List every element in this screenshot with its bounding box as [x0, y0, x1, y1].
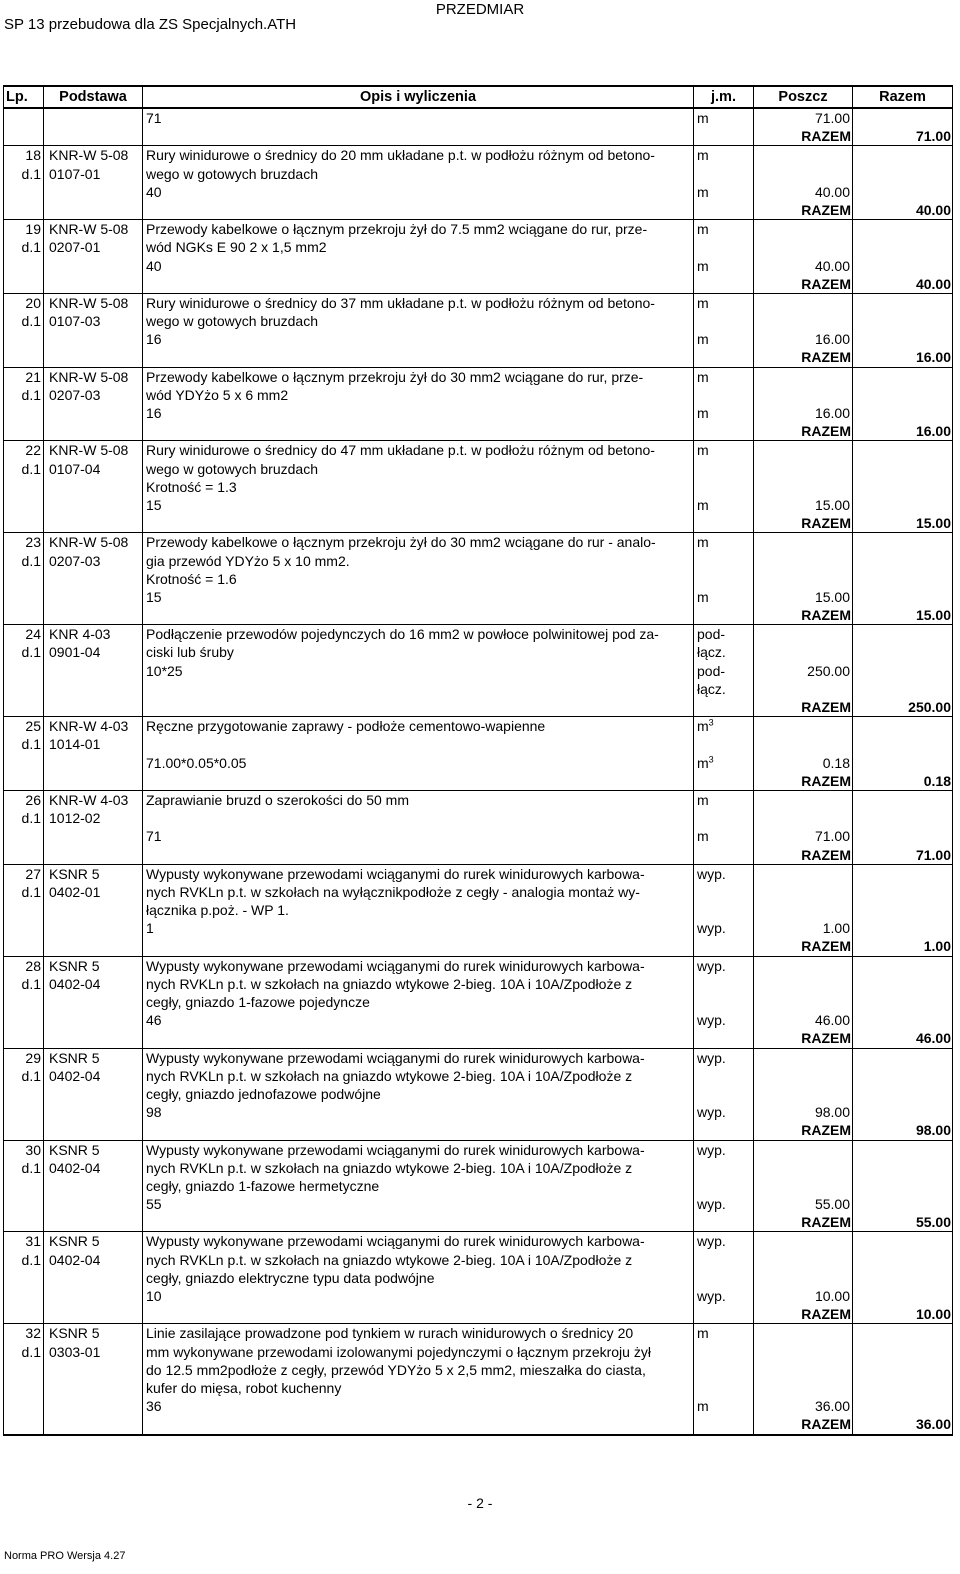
item-unit [694, 1251, 753, 1269]
item-basis: KNR-W 5-08 [49, 221, 129, 238]
item-calc-value: 0.18 [822, 754, 850, 771]
item-description-line: nych RVKLn p.t. w szkołach na gniazdo wtykowe 2-bieg. 10A i 10A/Zpodłoże z [146, 975, 633, 992]
item-basis-code: 0303-01 [49, 1343, 101, 1360]
col-header-opis: Opis i wyliczenia [143, 86, 694, 108]
item-calc-value: 16.00 [814, 331, 850, 348]
item-lp-sub: d.1 [21, 975, 41, 992]
item-lp: 25 [25, 718, 41, 735]
item-razem-value: 55.00 [915, 1214, 951, 1231]
item-description-line: Linie zasilające prowadzone pod tynkiem w rurach winidurowych o średnicy 20 [146, 1325, 634, 1342]
item-calc-unit: m [697, 257, 709, 274]
item-unit [694, 1067, 753, 1085]
carry-razem-label: RAZEM [801, 128, 851, 145]
item-basis: KSNR 5 [49, 1233, 100, 1250]
item-calc-unit: wyp. [697, 920, 726, 937]
col-header-jm: j.m. [694, 86, 754, 108]
estimate-item-row [4, 293, 953, 367]
item-unit: pod- [697, 626, 726, 643]
item-unit: m [697, 791, 709, 808]
item-calc-value: 98.00 [814, 1104, 850, 1121]
item-razem-label: RAZEM [801, 349, 851, 366]
estimate-item-row [4, 625, 953, 717]
item-razem-value: 250.00 [908, 699, 951, 715]
item-basis-code: 1014-01 [49, 736, 101, 753]
item-description-line: Wypusty wykonywane przewodami wciąganymi do rurek winidurowych karbowa- [146, 1141, 645, 1158]
item-lp: 23 [25, 534, 41, 551]
item-lp-sub: d.1 [21, 1343, 41, 1360]
item-basis-code: 0107-01 [49, 165, 101, 182]
item-razem-value: 36.00 [915, 1416, 951, 1433]
document-type: PRZEDMIAR [435, 1, 525, 18]
item-basis: KNR-W 5-08 [49, 534, 129, 551]
item-basis: KNR-W 5-08 [49, 294, 129, 311]
item-razem-label: RAZEM [801, 515, 851, 532]
item-basis: KSNR 5 [49, 1141, 100, 1158]
item-basis-code: 1012-02 [49, 810, 101, 827]
item-calc-expr: 40 [146, 183, 162, 200]
item-unit [694, 460, 753, 478]
item-basis-code: 0207-01 [49, 239, 101, 256]
item-lp: 21 [25, 368, 41, 385]
item-calc-unit: wyp. [697, 1288, 726, 1304]
item-description-line: Wypusty wykonywane przewodami wciąganymi do rurek winidurowych karbowa- [146, 957, 645, 974]
item-calc-unit: wyp. [697, 1012, 726, 1029]
item-razem-value: 98.00 [915, 1122, 951, 1139]
item-description-line: Wypusty wykonywane przewodami wciąganymi do rurek winidurowych karbowa- [146, 1049, 645, 1066]
item-lp-sub: d.1 [21, 386, 41, 403]
item-razem-value: 71.00 [915, 846, 951, 863]
item-calc-value: 40.00 [814, 257, 850, 274]
item-basis-code: 0207-03 [49, 386, 101, 403]
item-basis: KNR 4-03 [49, 626, 111, 643]
item-unit [694, 975, 753, 993]
item-razem-label: RAZEM [801, 1030, 851, 1047]
item-lp: 32 [25, 1325, 41, 1342]
item-lp: 20 [25, 294, 41, 311]
item-calc-expr: 16 [146, 331, 162, 348]
item-calc-unit: m [697, 588, 709, 605]
item-razem-value: 16.00 [915, 423, 951, 440]
item-calc-unit: m [697, 1398, 709, 1415]
estimate-item-row [4, 220, 953, 294]
col-header-razem: Razem [853, 86, 953, 108]
item-lp: 28 [25, 957, 41, 974]
col-header-podstawa: Podstawa [44, 86, 143, 108]
item-lp-sub: d.1 [21, 810, 41, 827]
item-calc-unit: m [697, 183, 709, 200]
item-description-line: cegły, gniazdo elektryczne typu data podwójne [146, 1269, 435, 1286]
estimate-item-row [4, 1232, 953, 1324]
item-calc-value: 15.00 [814, 496, 850, 513]
item-calc-value: 250.00 [807, 662, 850, 679]
item-calc-value [754, 680, 852, 698]
item-unit [694, 552, 753, 570]
item-lp-sub: d.1 [21, 644, 41, 661]
table-header-row [4, 86, 953, 108]
item-lp: 26 [25, 791, 41, 808]
item-description-line [143, 735, 693, 753]
item-razem-value: 40.00 [915, 275, 951, 292]
item-lp-sub: d.1 [21, 460, 41, 477]
item-basis-code: 0402-04 [49, 1067, 101, 1084]
item-lp-sub: d.1 [21, 1159, 41, 1176]
estimate-item-row [4, 1324, 953, 1435]
item-razem-label: RAZEM [801, 938, 851, 955]
item-basis-code: 0402-04 [49, 975, 101, 992]
estimate-item-row [4, 441, 953, 533]
item-razem-value: 0.18 [923, 772, 951, 789]
estimate-item-row [4, 1048, 953, 1140]
item-calc-value: 40.00 [814, 183, 850, 200]
item-description-line: wód YDYżo 5 x 6 mm2 [146, 386, 289, 403]
estimate-item-row [4, 864, 953, 956]
item-description-line: Przewody kabelkowe o łącznym przekroju żył do 30 mm2 wciągane do rur, prze- [146, 368, 644, 385]
item-basis: KSNR 5 [49, 957, 100, 974]
item-description-line: Przewody kabelkowe o łącznym przekroju żył do 30 mm2 wciągane do rur - analo- [146, 534, 656, 551]
file-title: SP 13 przebudowa dla ZS Specjalnych.ATH [4, 16, 297, 33]
item-unit [694, 993, 753, 1011]
item-basis: KNR-W 4-03 [49, 718, 129, 735]
col-header-lp: Lp. [4, 86, 44, 108]
item-lp: 24 [25, 626, 41, 643]
item-calc-expr: 55 [146, 1196, 162, 1213]
item-basis: KSNR 5 [49, 1325, 100, 1342]
item-calc-unit: m [697, 828, 709, 845]
item-description-line: Podłączenie przewodów pojedynczych do 16 mm2 w powłoce polwinitowej pod za- [146, 626, 659, 643]
item-razem-label: RAZEM [801, 1306, 851, 1323]
item-calc-unit: wyp. [697, 1104, 726, 1121]
item-lp-sub: d.1 [21, 1067, 41, 1084]
carry-razem-value: 71.00 [915, 128, 951, 145]
item-lp: 27 [25, 865, 41, 882]
item-lp: 29 [25, 1049, 41, 1066]
item-description-line: wego w gotowych bruzdach [146, 313, 318, 330]
item-calc-unit: łącz. [697, 680, 726, 697]
item-calc-unit: pod- [697, 662, 726, 679]
item-unit [694, 165, 753, 183]
item-calc-unit: wyp. [697, 1196, 726, 1213]
item-basis-code: 0402-04 [49, 1159, 101, 1176]
item-calc-expr: 16 [146, 405, 162, 421]
item-unit [694, 1159, 753, 1177]
col-header-poszcz: Poszcz [754, 86, 853, 108]
item-calc-expr: 40 [146, 257, 162, 274]
item-description-line: Rury winidurowe o średnicy do 20 mm układane p.t. w podłożu różnym od betono- [146, 147, 655, 164]
carry-calc: 71 [146, 110, 162, 126]
item-basis: KSNR 5 [49, 865, 100, 882]
item-unit: wyp. [697, 1141, 726, 1158]
item-description-line: wego w gotowych bruzdach [146, 460, 318, 477]
item-description-line: Wypusty wykonywane przewodami wciąganymi do rurek winidurowych karbowa- [146, 1233, 645, 1250]
item-razem-label: RAZEM [801, 1122, 851, 1139]
estimate-item-row [4, 717, 953, 791]
item-lp: 18 [25, 147, 41, 164]
item-description-line: Wypusty wykonywane przewodami wciąganymi do rurek winidurowych karbowa- [146, 865, 645, 882]
item-description-line: nych RVKLn p.t. w szkołach na gniazdo wtykowe 2-bieg. 10A i 10A/Zpodłoże z [146, 1067, 633, 1084]
carry-poszcz: 71.00 [814, 110, 850, 126]
item-unit [694, 1379, 753, 1397]
item-razem-value: 1.00 [923, 938, 951, 955]
item-calc-expr: 98 [146, 1104, 162, 1121]
item-razem-value: 40.00 [915, 201, 951, 218]
item-basis-code: 0402-04 [49, 1251, 101, 1268]
item-calc-expr: 71 [146, 828, 162, 845]
item-calc-expr: 1 [146, 920, 154, 937]
item-description-line: Zaprawianie bruzd o szerokości do 50 mm [146, 791, 410, 808]
item-calc-expr: 46 [146, 1012, 162, 1029]
item-lp-sub: d.1 [21, 165, 41, 182]
item-lp-sub: d.1 [21, 883, 41, 900]
item-description-line: ciski lub śruby [146, 644, 234, 661]
item-unit: wyp. [697, 1049, 726, 1066]
page-number: - 2 - [467, 1495, 493, 1511]
item-unit: m [697, 368, 709, 385]
item-lp: 30 [25, 1141, 41, 1158]
item-razem-label: RAZEM [801, 423, 851, 440]
item-description-line: nych RVKLn p.t. w szkołach na gniazdo wtykowe 2-bieg. 10A i 10A/Zpodłoże z [146, 1251, 633, 1268]
item-unit: m [697, 534, 709, 551]
item-description-line [143, 809, 693, 827]
item-calc-value: 1.00 [822, 920, 850, 937]
item-description-line: kufer do mięsa, robot kuchenny [146, 1379, 342, 1396]
item-basis-code: 0402-01 [49, 883, 101, 900]
item-calc-value: 46.00 [814, 1012, 850, 1029]
item-basis-code: 0901-04 [49, 644, 101, 661]
item-unit [694, 386, 753, 404]
item-description-line: do 12.5 mm2podłoże z cegły, przewód YDYżo 5 x 2,5 mm2, mieszałka do ciasta, [146, 1361, 646, 1378]
item-unit [694, 478, 753, 496]
item-description-line: gia przewód YDYżo 5 x 10 mm2. [146, 552, 350, 569]
item-unit: m [697, 442, 709, 459]
item-description-line: Rury winidurowe o średnicy do 47 mm układane p.t. w podłożu różnym od betono- [146, 442, 655, 459]
item-unit: wyp. [697, 957, 726, 974]
item-unit [694, 1177, 753, 1195]
item-description-line: Rury winidurowe o średnicy do 37 mm układane p.t. w podłożu różnym od betono- [146, 294, 655, 311]
item-lp-sub: d.1 [21, 1251, 41, 1268]
item-razem-value: 15.00 [915, 607, 951, 624]
item-description-line: nych RVKLn p.t. w szkołach na gniazdo wtykowe 2-bieg. 10A i 10A/Zpodłoże z [146, 1159, 633, 1176]
estimate-item-row [4, 956, 953, 1048]
estimate-table [3, 85, 953, 1436]
item-calc-value: 36.00 [814, 1398, 850, 1415]
item-unit: m [697, 1325, 709, 1342]
item-lp: 31 [25, 1233, 41, 1250]
item-razem-value: 46.00 [915, 1030, 951, 1047]
item-calc-unit: m [697, 331, 709, 348]
item-razem-value: 16.00 [915, 349, 951, 366]
item-razem-label: RAZEM [801, 1214, 851, 1231]
item-razem-label: RAZEM [801, 846, 851, 863]
item-description-line: mm wykonywane przewodami izolowanymi pojedynczymi o łącznym przekroju żył [146, 1343, 651, 1360]
item-unit [694, 883, 753, 901]
item-calc-expr: 10 [146, 1288, 162, 1304]
item-calc-expr: 15 [146, 588, 162, 605]
item-unit [694, 312, 753, 330]
item-calc-value: 15.00 [814, 588, 850, 605]
item-unit: $m^3$ [697, 717, 714, 735]
item-razem-label: RAZEM [801, 772, 851, 789]
estimate-item-row [4, 146, 953, 220]
item-calc-unit: m [697, 405, 709, 421]
item-unit: łącz. [697, 644, 726, 661]
item-description-line: nych RVKLn p.t. w szkołach na wyłącznikpodłoże z cegły - analogia montaż wy- [146, 883, 640, 900]
item-lp-sub: d.1 [21, 736, 41, 753]
item-calc-value: 16.00 [814, 405, 850, 421]
item-description-line: łącznika p.poż. - WP 1. [146, 902, 289, 919]
item-unit [694, 901, 753, 919]
item-description-line: Krotność = 1.3 [146, 478, 237, 495]
estimate-item-row [4, 1140, 953, 1232]
item-calc-unit: m [697, 496, 709, 513]
estimate-item-row [4, 790, 953, 864]
item-calc-value: 71.00 [814, 828, 850, 845]
item-unit [694, 809, 753, 827]
item-calc-unit: $m^3$ [697, 753, 714, 771]
carry-over-row [4, 108, 953, 146]
item-unit [694, 1085, 753, 1103]
item-description-line: Krotność = 1.6 [146, 570, 237, 587]
estimate-item-row [4, 367, 953, 441]
item-unit: m [697, 221, 709, 238]
item-unit: m [697, 147, 709, 164]
item-unit [694, 1343, 753, 1361]
item-basis-code: 0107-04 [49, 460, 101, 477]
item-unit [694, 735, 753, 753]
item-calc-expr: 71.00*0.05*0.05 [146, 754, 247, 771]
item-basis: KNR-W 5-08 [49, 368, 129, 385]
item-unit [694, 238, 753, 256]
item-basis-code: 0207-03 [49, 552, 101, 569]
item-razem-value: 15.00 [915, 515, 951, 532]
item-unit [694, 1361, 753, 1379]
item-calc-value: 10.00 [814, 1288, 850, 1304]
item-description-line: Przewody kabelkowe o łącznym przekroju żył do 7.5 mm2 wciągane do rur, prze- [146, 221, 648, 238]
item-calc-value: 55.00 [814, 1196, 850, 1213]
item-lp: 22 [25, 442, 41, 459]
item-lp-sub: d.1 [21, 239, 41, 256]
item-razem-label: RAZEM [801, 699, 851, 715]
carry-jm: m [697, 110, 709, 126]
item-calc-expr: 10*25 [146, 662, 183, 679]
item-unit [694, 1269, 753, 1287]
item-razem-value: 10.00 [915, 1306, 951, 1323]
item-calc-expr [143, 680, 693, 698]
program-version: Norma PRO Wersja 4.27 [4, 1550, 126, 1562]
item-basis: KNR-W 5-08 [49, 442, 129, 459]
item-lp-sub: d.1 [21, 313, 41, 330]
item-calc-expr: 15 [146, 496, 162, 513]
item-basis-code: 0107-03 [49, 313, 101, 330]
item-lp-sub: d.1 [21, 552, 41, 569]
item-razem-label: RAZEM [801, 201, 851, 218]
estimate-item-row [4, 533, 953, 625]
item-unit: wyp. [697, 1233, 726, 1250]
item-description-line: cegły, gniazdo 1-fazowe hermetyczne [146, 1177, 380, 1194]
item-description-line: cegły, gniazdo jednofazowe podwójne [146, 1085, 381, 1102]
item-razem-label: RAZEM [801, 607, 851, 624]
item-lp: 19 [25, 221, 41, 238]
item-basis: KNR-W 5-08 [49, 147, 129, 164]
item-description-line: Ręczne przygotowanie zaprawy - podłoże cementowo-wapienne [146, 718, 546, 735]
item-unit: wyp. [697, 865, 726, 882]
item-unit: m [697, 294, 709, 311]
item-razem-label: RAZEM [801, 1416, 851, 1433]
item-basis: KNR-W 4-03 [49, 791, 129, 808]
item-description-line: wód NGKs E 90 2 x 1,5 mm2 [146, 239, 327, 256]
item-unit [694, 570, 753, 588]
item-razem-label: RAZEM [801, 275, 851, 292]
item-calc-expr: 36 [146, 1398, 162, 1415]
item-description-line: wego w gotowych bruzdach [146, 165, 318, 182]
item-basis: KSNR 5 [49, 1049, 100, 1066]
item-description-line: cegły, gniazdo 1-fazowe pojedyncze [146, 994, 370, 1010]
